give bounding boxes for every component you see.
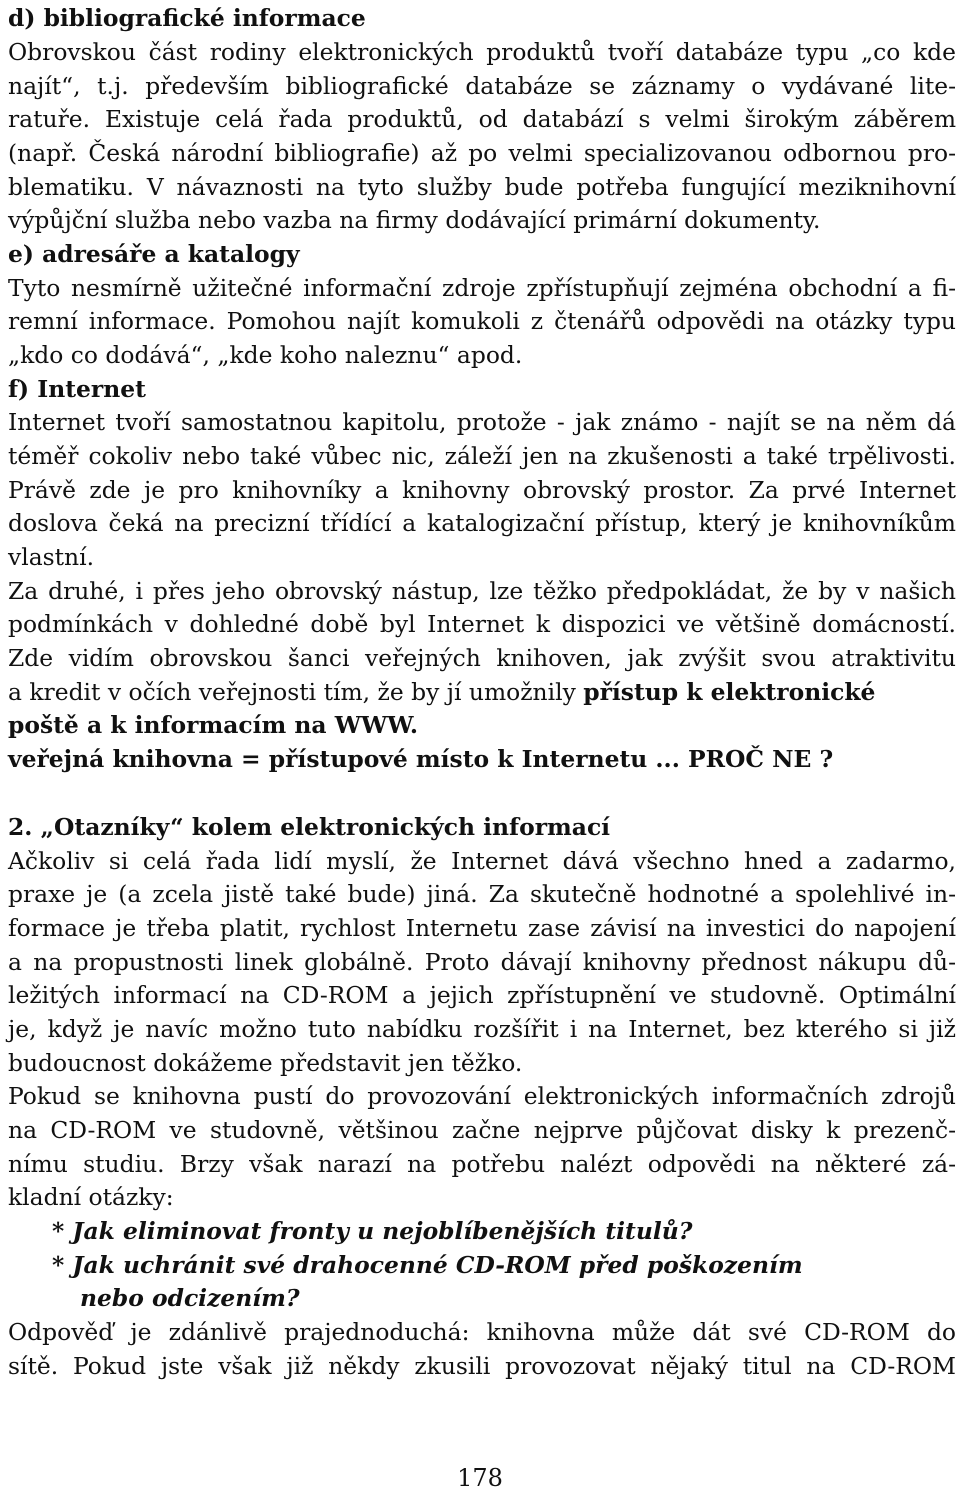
bold-line: poště a k informacím na WWW.: [8, 711, 419, 739]
section-heading-questions: 2. „Otazníky“ kolem elektronických informací: [8, 813, 611, 841]
text-line: doslova čeká na precizní třídící a katalogizační přístup, který je knihovníkům: [8, 509, 956, 537]
text-line: Tyto nesmírně užitečné informační zdroje zpřístupňují zejména obchodní a fi-: [8, 274, 956, 302]
text-line: kladní otázky:: [8, 1183, 174, 1211]
text-line: blematiku. V návaznosti na tyto služby bude potřeba fungující meziknihovní: [8, 173, 956, 201]
text-line: Internet tvoří samostatnou kapitolu, protože - jak známo - najít se na něm dá: [8, 408, 956, 436]
text-line: Pokud se knihovna pustí do provozování elektronických informačních zdrojů: [8, 1082, 956, 1110]
text-line: Odpověď je zdánlivě prajednoduchá: knihovna může dát své CD-ROM do: [8, 1318, 956, 1346]
heading-internet: f) Internet: [8, 375, 146, 403]
slogan-line: veřejná knihovna = přístupové místo k Internetu ... PROČ NE ?: [8, 745, 834, 773]
text-line: najít“, t.j. především bibliografické databáze se záznamy o vydávané lite-: [8, 72, 956, 100]
question-item: * Jak eliminovat fronty u nejoblíbenějších titulů?: [52, 1217, 693, 1245]
text-line: nímu studiu. Brzy však narazí na potřebu nalézt odpovědi na některé zá-: [8, 1150, 956, 1178]
text-line: výpůjční služba nebo vazba na firmy dodávající primární dokumenty.: [8, 206, 821, 234]
text-line: „kdo co dodává“, „kde koho naleznu“ apod.: [8, 341, 523, 369]
text-line: téměř cokoliv nebo také vůbec nic, záleží jen na zkušenosti a také trpělivosti.: [8, 442, 956, 470]
heading-directories: e) adresáře a katalogy: [8, 240, 300, 268]
text-line: Obrovskou část rodiny elektronických produktů tvoří databáze typu „co kde: [8, 38, 956, 66]
text-line: budoucnost dokážeme představit jen těžko.: [8, 1049, 523, 1077]
text-line: ratuře. Existuje celá řada produktů, od databází s velmi širokým záběrem: [8, 105, 956, 133]
text-line: ležitých informací na CD-ROM a jejich zpřístupnění ve studovně. Optimální: [8, 981, 956, 1009]
text-line: remní informace. Pomohou najít komukoli z čtenářů odpovědi na otázky typu: [8, 307, 956, 335]
text-fragment: a kredit v očích veřejnosti tím, že by jí umožnily: [8, 678, 576, 706]
text-line: Právě zde je pro knihovníky a knihovny obrovský prostor. Za prvé Internet: [8, 476, 956, 504]
bold-phrase: přístup k elektronické: [583, 678, 876, 706]
text-line-mixed: [8, 675, 956, 709]
text-line: a na propustnosti linek globálně. Proto dávají knihovny přednost nákupu dů-: [8, 948, 956, 976]
text-line: podmínkách v dohledné době byl Internet k dispozici ve většině domácností.: [8, 610, 956, 638]
text-line: sítě. Pokud jste však již někdy zkusili provozovat nějaký titul na CD-ROM: [8, 1352, 956, 1380]
text-line: Ačkoliv si celá řada lidí myslí, že Internet dává všechno hned a zadarmo,: [8, 847, 956, 875]
text-line: formace je třeba platit, rychlost Internetu zase závisí na investici do napojení: [8, 914, 956, 942]
text-line: Zde vidím obrovskou šanci veřejných knihoven, jak zvýšit svou atraktivitu: [8, 644, 956, 672]
text-line: (např. Česká národní bibliografie) až po velmi specializovanou odbornou pro-: [8, 139, 956, 167]
question-item: * Jak uchránit své drahocenné CD-ROM před poškozením: [52, 1251, 803, 1279]
text-line: je, když je navíc možno tuto nabídku rozšířit i na Internet, bez kterého si již: [8, 1015, 956, 1043]
text-line: vlastní.: [8, 543, 95, 571]
question-item-continuation: nebo odcizením?: [80, 1284, 300, 1312]
text-line: na CD-ROM ve studovně, většinou začne nejprve půjčovat disky k prezenč-: [8, 1116, 956, 1144]
heading-bibliographic: d) bibliografické informace: [8, 4, 366, 32]
text-line: Za druhé, i přes jeho obrovský nástup, lze těžko předpokládat, že by v našich: [8, 577, 956, 605]
text-line: praxe je (a zcela jistě také bude) jiná. Za skutečně hodnotné a spolehlivé in-: [8, 880, 956, 908]
page-number: 178: [457, 1464, 503, 1492]
